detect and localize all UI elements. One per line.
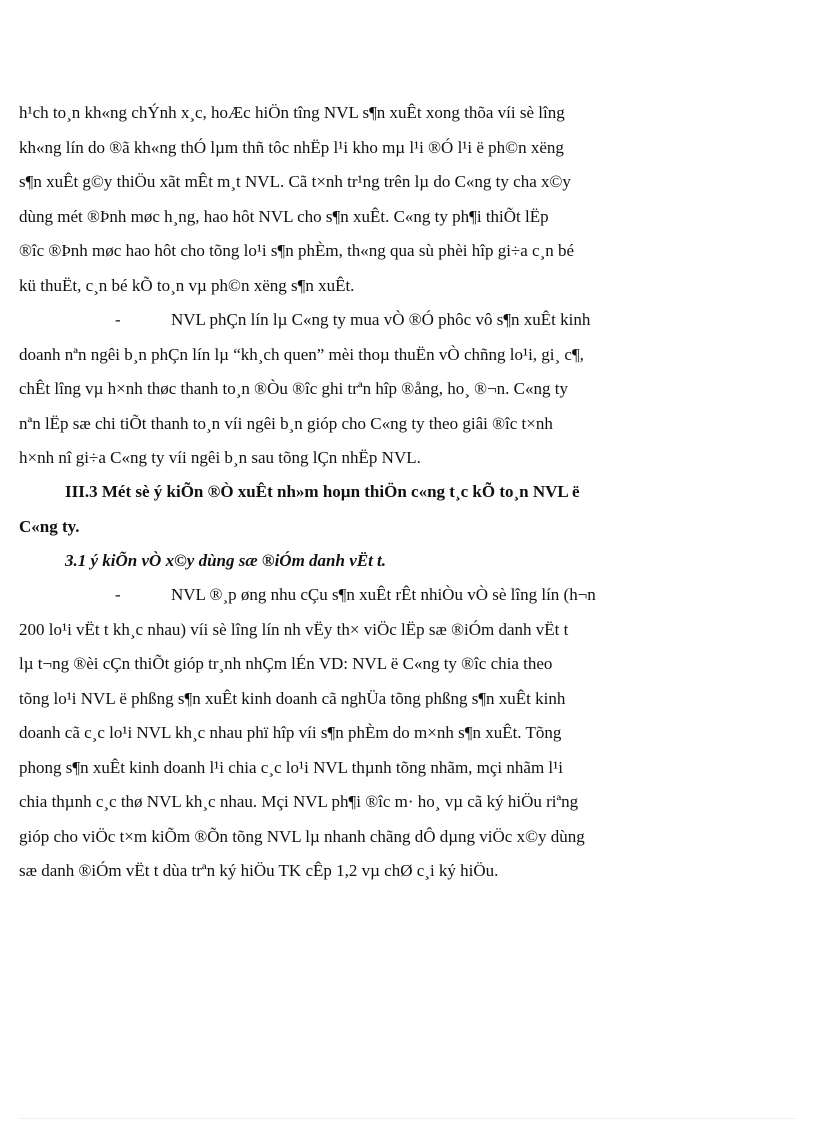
- paragraph-line: chia thµnh c¸c thø NVL kh¸c nhau. Mçi NVL ph¶i ®îc m· ho¸ vµ cã ký hiÖu riªng: [19, 792, 579, 811]
- paragraph-line: dùng mét ®Þnh møc h¸ng, hao hôt NVL cho s¶n xuÊt. C«ng ty ph¶i thiÕt lËp: [19, 206, 549, 226]
- paragraph-first-line: [19, 303, 651, 338]
- paragraph-2: [19, 303, 651, 476]
- paragraph-line: doanh cã c¸c lo¹i NVL kh¸c nhau phï hîp víi s¶n phÈm do m×nh s¶n xuÊt. Tõng: [19, 723, 562, 742]
- paragraph-line: doanh nªn ngêi b¸n phÇn lín lµ “kh¸ch quen” mèi thoµ thuËn vÒ chñng lo¹i, gi¸ c¶,: [19, 344, 584, 364]
- paragraph-line: NVL phÇn lín lµ C«ng ty mua vÒ ®Ó phôc vô s¶n xuÊt kinh: [171, 310, 591, 329]
- paragraph-line: tõng lo¹i NVL ë phßng s¶n xuÊt kinh doanh cã nghÜa tõng phßng s¶n xuÊt kinh: [19, 688, 566, 708]
- paragraph-line: NVL ®¸p øng nhu cÇu s¶n xuÊt rÊt nhiÒu vÒ sè lîng lín (h¬n: [171, 585, 596, 604]
- bullet-dash: -: [115, 310, 121, 329]
- paragraph-line: h¹ch to¸n kh«ng chÝnh x¸c, hoÆc hiÖn tîng NVL s¶n xuÊt xong thõa víi sè lîng: [19, 103, 565, 122]
- paragraph-line: sæ danh ®iÓm vËt t dùa trªn ký hiÖu TK cÊp 1,2 vµ chØ c¸i ký hiÖu.: [19, 861, 499, 880]
- heading-line: III.3 Mét sè ý kiÕn ®Ò xuÊt nh»m hoµn thiÖn c«ng t¸c kÕ to¸n NVL ë: [65, 482, 580, 501]
- paragraph-3: [19, 578, 651, 889]
- bullet-dash: -: [115, 585, 121, 604]
- paragraph-line: gióp cho viÖc t×m kiÕm ®Õn tõng NVL lµ nhanh chãng dÔ dµng viÖc x©y dùng: [19, 826, 585, 846]
- subsection-heading: [19, 544, 651, 579]
- page-bottom-rule: [20, 1118, 796, 1119]
- paragraph-line: s¶n xuÊt g©y thiÖu xãt mÊt m¸t NVL. Cã t×nh tr¹ng trên lµ do C«ng ty cha x©y: [19, 172, 571, 191]
- paragraph-line: nªn lËp sæ chi tiÕt thanh to¸n víi ngêi b¸n gióp cho C«ng ty theo giâi ®îc t×nh: [19, 413, 553, 433]
- paragraph-line: chÊt lîng vµ h×nh thøc thanh to¸n ®Òu ®îc ghi trªn hîp ®ång, ho¸ ®¬n. C«ng ty: [19, 379, 568, 398]
- paragraph-first-line: [19, 578, 651, 613]
- paragraph-line: lµ t¬ng ®èi cÇn thiÕt gióp tr¸nh nhÇm lÉn VD: NVL ë C«ng ty ®îc chia theo: [19, 654, 553, 673]
- paragraph-1: [19, 96, 651, 303]
- paragraph-line: kü thuËt, c¸n bé kÕ to¸n vµ ph©n xëng s¶n xuÊt.: [19, 275, 355, 295]
- section-heading: [19, 475, 651, 544]
- paragraph-line: 200 lo¹i vËt t kh¸c nhau) víi sè lîng lín nh vËy th× viÖc lËp sæ ®iÓm danh vËt t: [19, 619, 569, 639]
- paragraph-line: ®îc ®Þnh møc hao hôt cho tõng lo¹i s¶n phÈm, th«ng qua sù phèi hîp gi÷a c¸n bé: [19, 241, 575, 260]
- subheading-line: 3.1 ý kiÕn vÒ x©y dùng sæ ®iÓm danh vËt t.: [65, 551, 387, 570]
- heading-line: C«ng ty.: [19, 516, 80, 536]
- paragraph-line: kh«ng lín do ®ã kh«ng thÓ lµm thñ tôc nhËp l¹i kho mµ l¹i ®Ó l¹i ë ph©n xëng: [19, 137, 564, 157]
- paragraph-line: phong s¶n xuÊt kinh doanh l¹i chia c¸c lo¹i NVL thµnh tõng nhãm, mçi nhãm l¹i: [19, 757, 563, 777]
- paragraph-line: h×nh nî gi÷a C«ng ty víi ngêi b¸n sau tõng lÇn nhËp NVL.: [19, 448, 421, 467]
